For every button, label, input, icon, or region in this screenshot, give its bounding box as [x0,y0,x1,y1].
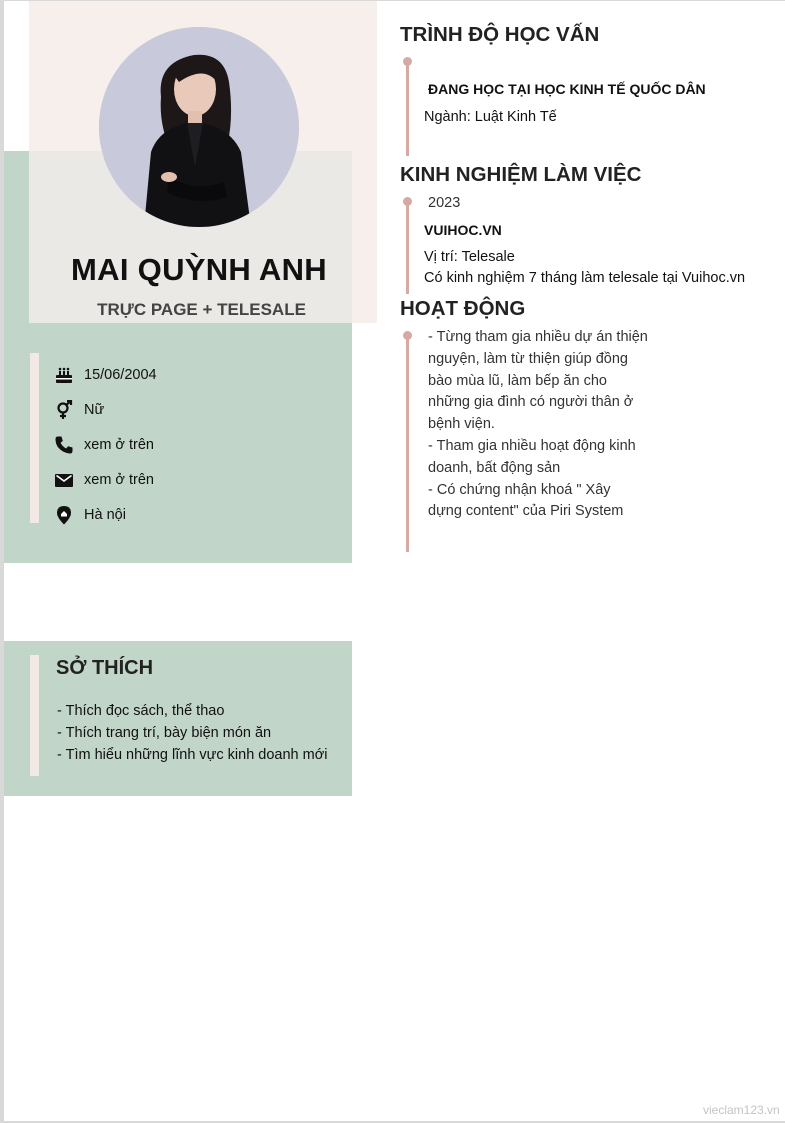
activities-title: HOẠT ĐỘNG [400,297,526,320]
contact-phone [54,427,157,462]
contact-email [54,462,157,497]
timeline-line [406,334,409,552]
phone-icon [54,435,74,455]
hobbies-accent-bar [30,655,39,776]
activities-line: bào mùa lũ, làm bếp ăn cho [428,372,607,389]
list-item: - Tìm hiểu những lĩnh vực kinh doanh mới [57,747,328,763]
education-major: Ngành: Luật Kinh Tế [424,109,557,125]
experience-company: VUIHOC.VN [424,222,502,238]
birthday-value: 15/06/2004 [84,366,157,383]
activities-line: những gia đình có người thân ở [428,394,634,411]
timeline-line [406,200,409,294]
activities-text [428,327,650,523]
email-value: xem ở trên [84,471,154,488]
hobbies-list [57,700,327,766]
avatar [99,27,299,227]
experience-title: KINH NGHIỆM LÀM VIỆC [400,163,642,186]
candidate-name: MAI QUỲNH ANH [71,252,327,287]
experience-year: 2023 [428,195,461,211]
activities-line: doanh, bất động sản [428,459,561,476]
activities-line: - Tham gia nhiều hoạt động kinh [428,437,636,454]
gender-value: Nữ [84,401,105,418]
list-item: - Thích đọc sách, thể thao [57,703,225,719]
contact-birthday [54,357,157,392]
activities-line: nguyện, làm từ thiện giúp đồng [428,350,628,367]
activities-line: - Có chứng nhận khoá " Xây [428,481,611,498]
list-item: - Thích trang trí, bày biện món ăn [57,725,272,741]
activities-line: bệnh viện. [428,416,495,433]
education-school: ĐANG HỌC TẠI HỌC KINH TẾ QUỐC DÂN [428,81,706,97]
email-icon [54,470,74,490]
birthday-cake-icon [54,365,74,385]
experience-role: Vị trí: Telesale [424,249,515,265]
timeline-line [406,60,409,156]
phone-value: xem ở trên [84,436,154,453]
job-title: TRỰC PAGE + TELESALE [97,300,306,319]
avatar-photo [99,27,299,227]
contact-location [54,497,157,532]
education-title: TRÌNH ĐỘ HỌC VẤN [400,23,600,46]
watermark: vieclam123.vn [703,1103,780,1117]
activities-line: dựng content" của Piri System [428,503,624,520]
gender-icon [54,400,74,420]
contact-accent-bar [30,353,39,523]
hobbies-title: SỞ THÍCH [56,657,154,679]
experience-description: Có kinh nghiệm 7 tháng làm telesale tại Vuihoc.vn [424,270,746,286]
contact-gender [54,392,157,427]
contact-list [54,357,157,532]
location-value: Hà nội [84,506,126,523]
location-pin-icon [54,505,74,525]
activities-line: - Từng tham gia nhiều dự án thiện [428,329,648,345]
